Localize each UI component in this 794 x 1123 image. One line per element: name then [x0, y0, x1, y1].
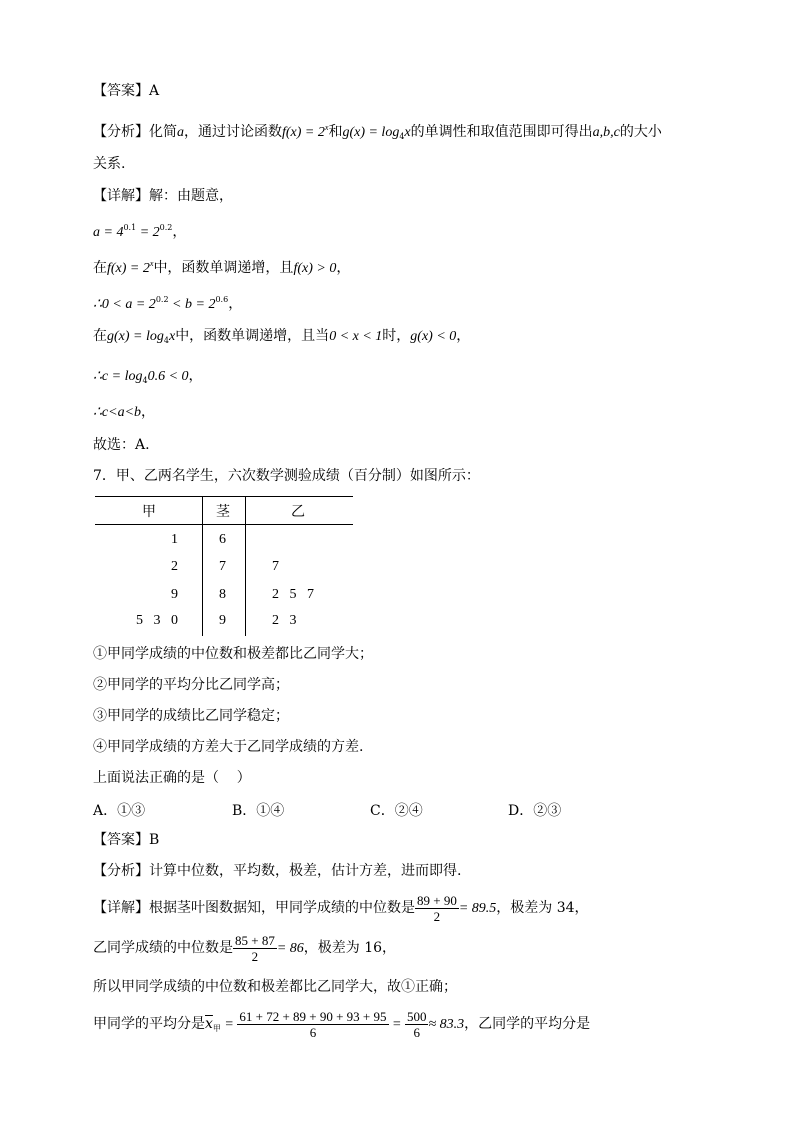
math-exp: 0.6: [215, 295, 229, 304]
table-left-leaf: 2: [171, 559, 178, 574]
detail-tag: 【详解】: [93, 900, 149, 916]
analysis-line-1: [93, 119, 662, 146]
analysis-tag: 【分析】: [93, 124, 149, 140]
punct: ，: [336, 260, 351, 276]
math-expr: 0.6 < 0: [147, 369, 189, 384]
option-c[interactable]: C．②④: [370, 803, 423, 819]
table-divider-right: [245, 496, 246, 636]
analysis-line-3: [93, 862, 461, 880]
detail-text: ，极差为 16，: [303, 940, 397, 956]
table-right-leaf: 2 3: [272, 613, 297, 628]
detail-final: 故选：A.: [93, 437, 150, 453]
math-sub: 甲: [212, 1024, 221, 1033]
math-exp: x: [324, 123, 329, 132]
detail-line-4: [93, 327, 470, 350]
detail2-line-4: [93, 1004, 590, 1049]
punct: ，: [188, 368, 203, 384]
math-expr: = 89.5: [458, 901, 497, 916]
option-b[interactable]: B．①④: [232, 803, 285, 819]
detail-text: 解：由题意，: [149, 188, 233, 204]
math-expr: ∴c<a<b: [93, 405, 142, 420]
math-sub: 4: [399, 132, 405, 141]
math-expr: a = 4: [93, 225, 124, 240]
detail-text: 乙同学成绩的中位数是: [93, 940, 233, 956]
table-left-leaf: 1: [171, 532, 178, 547]
math-expr: ∴0 < a = 2: [93, 297, 156, 312]
fraction-denominator: 6: [413, 1024, 420, 1040]
detail-line-2: [93, 255, 350, 278]
answer-tag: 【答案】: [93, 83, 149, 99]
math-expr: f(x) = 2: [282, 125, 325, 140]
fraction-numerator: 61 + 72 + 89 + 90 + 93 + 95: [239, 1008, 387, 1024]
fraction: [405, 1009, 429, 1040]
detail2-line-3: 所以甲同学成绩的中位数和极差都比乙同学大，故①正确；: [93, 979, 457, 995]
table-header-yi: 乙: [291, 505, 305, 520]
analysis-text: 的大小: [619, 124, 662, 140]
table-stem: 8: [219, 587, 226, 602]
math-sub: 4: [142, 376, 148, 385]
detail-eq-1: [93, 219, 186, 242]
math-expr: f(x) = 2: [107, 261, 150, 276]
option-a[interactable]: A．①③: [93, 803, 146, 819]
detail-text: ，极差为 34，: [496, 900, 589, 916]
math-sub: 4: [163, 336, 169, 345]
table-rule-top: [95, 496, 353, 497]
fraction-numerator: 500: [406, 1008, 427, 1024]
math-expr: g(x) = log: [107, 329, 164, 344]
answer-line-1: [93, 82, 159, 100]
punct: ，: [228, 296, 243, 312]
analysis-text: 化简: [149, 124, 177, 140]
fraction: [233, 933, 277, 964]
mean-symbol: $\overline{x}$: [205, 1016, 213, 1032]
math-var: x: [404, 125, 411, 140]
fraction-denominator: 2: [251, 948, 259, 964]
punct: ，: [456, 328, 471, 344]
detail-text: 根据茎叶图数据知，甲同学成绩的中位数是: [149, 900, 415, 916]
math-expr: = 2: [136, 225, 160, 240]
math-expr: f(x) > 0: [293, 261, 337, 276]
detail-text: 甲同学的平均分是: [93, 1016, 205, 1032]
answer-value: B: [149, 832, 160, 848]
math-var: a: [177, 125, 184, 140]
math-expr: < b = 2: [168, 297, 216, 312]
detail-text: 在: [93, 328, 107, 344]
analysis-line-2: 关系.: [93, 156, 126, 172]
analysis-text: 计算中位数，平均数，极差，估计方差，进而即得.: [149, 863, 462, 879]
statement-2: ②甲同学的平均分比乙同学高；: [93, 677, 289, 693]
table-right-leaf: 7: [272, 559, 279, 574]
detail-line-1: [93, 187, 233, 205]
punct: ，: [172, 224, 187, 240]
answer-tag: 【答案】: [93, 832, 149, 848]
math-expr: g(x) = log: [342, 125, 400, 140]
math-expr: =: [388, 1017, 405, 1032]
analysis-tag: 【分析】: [93, 863, 149, 879]
option-d[interactable]: D．②③: [508, 803, 562, 819]
math-exp: 0.2: [155, 295, 169, 304]
table-header-stem: 茎: [216, 505, 230, 520]
detail-line-6: [93, 403, 155, 422]
math-expr: 0 < x < 1: [329, 329, 383, 344]
statement-3: ③甲同学的成绩比乙同学稳定；: [93, 708, 289, 724]
answer-line-2: [93, 831, 159, 849]
statement-4: ④甲同学成绩的方差大于乙同学成绩的方差.: [93, 739, 364, 755]
detail-line-3: [93, 291, 242, 314]
question-prompt: 上面说法正确的是（ ）: [93, 770, 251, 786]
table-left-leaf: 9: [171, 587, 178, 602]
math-expr: ≈ 83.3: [428, 1017, 465, 1032]
table-right-leaf: 2 5 7: [272, 587, 314, 602]
question-stem: 7．甲、乙两名学生，六次数学测验成绩（百分制）如图所示：: [93, 468, 480, 484]
detail-line-5: [93, 367, 203, 390]
math-exp: 0.1: [123, 223, 137, 232]
analysis-text: 的单调性和取值范围即可得出: [410, 124, 593, 140]
detail-text: 在: [93, 260, 107, 276]
math-var: x: [168, 329, 176, 344]
table-stem: 9: [219, 613, 226, 628]
punct: ，: [141, 404, 156, 420]
math-exp: x: [149, 259, 154, 268]
math-expr: ∴c = log: [93, 369, 143, 384]
fraction: [415, 893, 459, 924]
answer-value: A: [149, 83, 160, 99]
detail-text: 时，: [382, 328, 411, 344]
table-header-jia: 甲: [142, 505, 156, 520]
stem-leaf-table: [95, 496, 353, 636]
table-left-leaf: 5 3 0: [136, 613, 178, 628]
detail-text: ，乙同学的平均分是: [464, 1016, 591, 1032]
math-expr: = 86: [276, 941, 304, 956]
fraction-numerator: 89 + 90: [417, 892, 457, 908]
table-divider-left: [202, 496, 203, 636]
detail2-line-1: [93, 890, 589, 927]
fraction-denominator: 6: [309, 1024, 317, 1040]
table-rule-header: [95, 524, 353, 525]
math-exp: 0.2: [159, 223, 173, 232]
detail-text: 中，函数单调递增，且当: [175, 328, 330, 344]
detail-text: 中，函数单调递增，且: [153, 260, 294, 276]
detail2-line-2: [93, 930, 396, 967]
math-expr: =: [220, 1017, 238, 1032]
math-var: a,b,c: [592, 125, 620, 140]
detail-tag: 【详解】: [93, 188, 149, 204]
fraction-numerator: 85 + 87: [235, 932, 275, 948]
analysis-text: ，通过讨论函数: [184, 124, 282, 140]
statement-1: ①甲同学成绩的中位数和极差都比乙同学大；: [93, 646, 373, 662]
fraction: [237, 1009, 388, 1040]
table-stem: 7: [219, 559, 226, 574]
analysis-text: 和: [328, 124, 343, 140]
math-expr: g(x) < 0: [410, 329, 457, 344]
table-stem: 6: [219, 532, 226, 547]
fraction-denominator: 2: [433, 908, 441, 924]
